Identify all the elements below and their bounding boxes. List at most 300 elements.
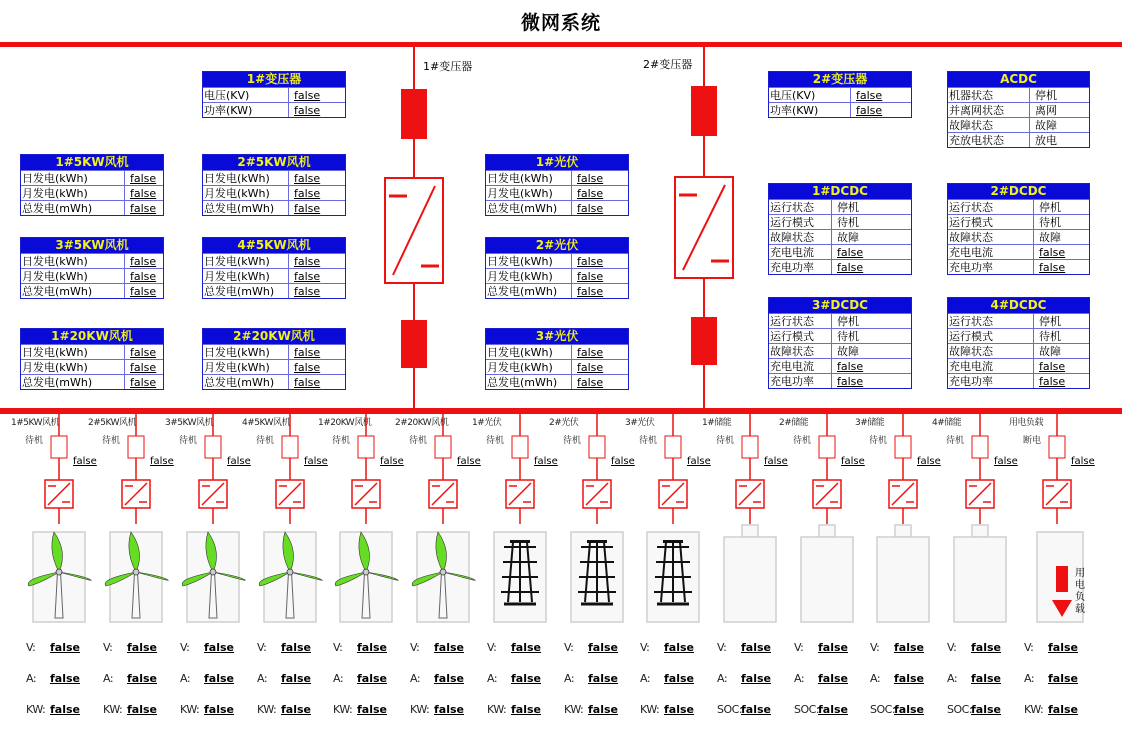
- panel-row-label: 功率(KW): [769, 103, 851, 117]
- panel-row-label: 故障状态: [769, 344, 832, 358]
- panel-row-label: 月发电(kWh): [21, 360, 125, 374]
- panel-d2: [947, 183, 1090, 275]
- panel-row-label: 运行模式: [948, 215, 1034, 229]
- measurement-value: false: [511, 672, 541, 685]
- panel-row-label: 月发电(kWh): [486, 360, 572, 374]
- measurement-label: KW:: [26, 703, 46, 716]
- breaker-upper: [401, 89, 427, 139]
- panel-row: [486, 170, 628, 185]
- panel-w6: [202, 328, 346, 390]
- panel-row-value: 待机: [837, 330, 859, 343]
- panel-row-value: 故障: [1039, 231, 1061, 244]
- panel-row-label: 日发电(kWh): [21, 254, 125, 268]
- panel-row-value: 放电: [1035, 134, 1057, 147]
- turbine-hub: [440, 569, 446, 575]
- panel-row-value: false: [294, 255, 321, 268]
- panel-w1: [20, 154, 164, 216]
- panel-row: [203, 283, 345, 298]
- panel-row-label: 充电电流: [948, 359, 1034, 373]
- measurement-value: false: [664, 703, 694, 716]
- switch-box: [1049, 436, 1065, 458]
- panel-row-label: 充电电流: [769, 245, 832, 259]
- panel-row-value: false: [130, 202, 157, 215]
- transformer-label: 1#变压器: [423, 60, 473, 73]
- battery-terminal: [742, 525, 758, 537]
- measurement-label: A:: [717, 672, 728, 685]
- panel-row: [21, 268, 163, 283]
- battery-icon: [724, 537, 776, 622]
- measurement-value: false: [357, 672, 387, 685]
- panel-row-value: false: [294, 172, 321, 185]
- panel-row-value: 离网: [1035, 104, 1057, 117]
- panel-row-label: 总发电(mWh): [21, 201, 125, 215]
- measurement-label: V:: [1024, 641, 1034, 654]
- panel-row-value: false: [130, 361, 157, 374]
- feeder-status: 待机: [179, 436, 198, 446]
- feeder-switch-value: false: [764, 456, 788, 467]
- panel-row: [203, 344, 345, 359]
- measurement-row: [410, 641, 464, 654]
- measurement-row: [794, 672, 848, 685]
- measurement-row: [26, 703, 80, 716]
- panel-row: [486, 268, 628, 283]
- measurement-row: [180, 672, 234, 685]
- feeder-label: 3#储能: [855, 418, 885, 428]
- panel-row-label: 月发电(kWh): [21, 269, 125, 283]
- measurement-label: KW:: [103, 703, 123, 716]
- turbine-hub: [363, 569, 369, 575]
- panel-row-label: 充电功率: [948, 260, 1034, 274]
- measurement-row: [794, 641, 848, 654]
- panel-t2: [768, 71, 912, 118]
- panel-row-value: false: [577, 202, 604, 215]
- panel-row: [948, 328, 1089, 343]
- switch-box: [51, 436, 67, 458]
- panel-row: [948, 229, 1089, 244]
- measurement-label: KW:: [257, 703, 277, 716]
- panel-row-label: 日发电(kWh): [486, 171, 572, 185]
- battery-icon: [877, 537, 929, 622]
- feeder-switch-value: false: [304, 456, 328, 467]
- panel-row-value: false: [1039, 261, 1066, 274]
- measurement-label: V:: [640, 641, 650, 654]
- panel-row-label: 日发电(kWh): [486, 254, 572, 268]
- turbine-hub: [210, 569, 216, 575]
- measurement-value: false: [894, 703, 924, 716]
- switch-box: [128, 436, 144, 458]
- measurement-row: [333, 703, 387, 716]
- measurement-row: [947, 672, 1001, 685]
- measurement-row: [564, 703, 618, 716]
- battery-terminal: [895, 525, 911, 537]
- panel-row-label: 日发电(kWh): [21, 345, 125, 359]
- feeder-status: 断电: [1023, 436, 1042, 446]
- measurement-label: V:: [564, 641, 574, 654]
- switch-box: [972, 436, 988, 458]
- measurement-value: false: [971, 703, 1001, 716]
- measurement-value: false: [664, 641, 694, 654]
- measurement-value: false: [741, 672, 771, 685]
- feeder-label: 1#光伏: [472, 418, 502, 428]
- measurement-row: [717, 672, 771, 685]
- panel-d3: [768, 297, 912, 389]
- panel-row-value: false: [294, 270, 321, 283]
- measurement-label: KW:: [1024, 703, 1044, 716]
- panel-pv1: [485, 154, 629, 216]
- measurement-value: false: [281, 672, 311, 685]
- panel-row: [769, 214, 911, 229]
- feeder-label: 1#20KW风机: [318, 418, 372, 428]
- feeder-label: 2#光伏: [549, 418, 579, 428]
- measurement-value: false: [511, 641, 541, 654]
- measurement-value: false: [894, 641, 924, 654]
- panel-row-label: 月发电(kWh): [203, 269, 289, 283]
- measurement-label: V:: [870, 641, 880, 654]
- panel-row: [948, 313, 1089, 328]
- panel-row: [948, 244, 1089, 259]
- breaker-lower: [401, 320, 427, 368]
- panel-row: [486, 185, 628, 200]
- panel-row-value: false: [577, 285, 604, 298]
- feeder-label: 3#光伏: [625, 418, 655, 428]
- measurement-label: V:: [257, 641, 267, 654]
- panel-title: 2#5KW风机: [203, 155, 345, 170]
- panel-w4: [202, 237, 346, 299]
- measurement-row: [947, 703, 1001, 716]
- measurement-value: false: [741, 703, 771, 716]
- panel-title: 1#DCDC: [769, 184, 911, 199]
- measurement-value: false: [127, 703, 157, 716]
- panel-row-value: false: [130, 255, 157, 268]
- panel-row: [948, 117, 1089, 132]
- panel-row-label: 日发电(kWh): [203, 171, 289, 185]
- measurement-value: false: [50, 703, 80, 716]
- measurement-value: false: [588, 672, 618, 685]
- feeder-status: 待机: [256, 436, 275, 446]
- feeder-switch-value: false: [687, 456, 711, 467]
- panel-row: [203, 185, 345, 200]
- panel-row: [486, 283, 628, 298]
- measurement-row: [870, 672, 924, 685]
- panel-title: 2#DCDC: [948, 184, 1089, 199]
- panel-row-value: 待机: [1039, 216, 1061, 229]
- panel-row-label: 充电功率: [769, 374, 832, 388]
- measurement-label: A:: [333, 672, 344, 685]
- transformer-1: [385, 47, 443, 408]
- measurement-row: [180, 703, 234, 716]
- panel-row: [203, 253, 345, 268]
- panel-row: [769, 199, 911, 214]
- measurement-label: KW:: [410, 703, 430, 716]
- measurement-value: false: [281, 703, 311, 716]
- measurement-row: [257, 672, 311, 685]
- panel-row: [948, 373, 1089, 388]
- panel-row-label: 总发电(mWh): [486, 284, 572, 298]
- panel-row: [486, 253, 628, 268]
- panel-row-value: false: [1039, 360, 1066, 373]
- measurement-label: V:: [487, 641, 497, 654]
- measurement-row: [487, 672, 541, 685]
- switch-box: [665, 436, 681, 458]
- panel-row-label: 日发电(kWh): [203, 345, 289, 359]
- feeder-switch-value: false: [73, 456, 97, 467]
- panel-row-value: false: [577, 172, 604, 185]
- load-arrow-shaft: [1056, 566, 1068, 592]
- measurement-value: false: [588, 641, 618, 654]
- panel-row-value: false: [294, 285, 321, 298]
- switch-box: [205, 436, 221, 458]
- feeder-switch-value: false: [994, 456, 1018, 467]
- panel-w2: [202, 154, 346, 216]
- panel-row-value: false: [294, 104, 321, 117]
- panel-row: [486, 374, 628, 389]
- feeder-label: 4#储能: [932, 418, 962, 428]
- measurement-value: false: [818, 672, 848, 685]
- measurement-row: [487, 641, 541, 654]
- panel-row: [769, 229, 911, 244]
- panel-row-value: false: [130, 376, 157, 389]
- feeder-switch-value: false: [150, 456, 174, 467]
- panel-row: [948, 87, 1089, 102]
- measurement-row: [717, 641, 771, 654]
- panel-row-label: 故障状态: [769, 230, 832, 244]
- panel-d4: [947, 297, 1090, 389]
- panel-row-value: 待机: [837, 216, 859, 229]
- feeder-status: 待机: [409, 436, 428, 446]
- panel-pv2: [485, 237, 629, 299]
- page-title: 微网系统: [520, 12, 601, 34]
- panel-row-value: 故障: [837, 345, 859, 358]
- panel-row-value: 停机: [1039, 201, 1061, 214]
- panel-title: 3#DCDC: [769, 298, 911, 313]
- panel-row-value: false: [294, 89, 321, 102]
- feeder-label: 2#储能: [779, 418, 809, 428]
- panel-row: [21, 170, 163, 185]
- measurement-label: KW:: [180, 703, 200, 716]
- panel-row-value: 故障: [837, 231, 859, 244]
- panel-row: [21, 374, 163, 389]
- switch-box: [512, 436, 528, 458]
- measurement-label: A:: [794, 672, 805, 685]
- panel-row: [769, 373, 911, 388]
- panel-row-label: 总发电(mWh): [21, 375, 125, 389]
- panel-row-value: false: [837, 360, 864, 373]
- measurement-label: A:: [103, 672, 114, 685]
- panel-row: [948, 102, 1089, 117]
- measurement-row: [870, 703, 924, 716]
- panel-row: [486, 359, 628, 374]
- panel-row: [948, 358, 1089, 373]
- panel-acdc: [947, 71, 1090, 148]
- panel-row-value: false: [577, 361, 604, 374]
- panel-title: 3#光伏: [486, 329, 628, 344]
- measurement-label: A:: [1024, 672, 1035, 685]
- measurement-row: [410, 703, 464, 716]
- feeder-label: 1#储能: [702, 418, 732, 428]
- switch-box: [435, 436, 451, 458]
- panel-w5: [20, 328, 164, 390]
- panel-row-label: 月发电(kWh): [203, 186, 289, 200]
- panel-row-label: 运行状态: [948, 200, 1034, 214]
- measurement-label: SOC:: [870, 703, 896, 716]
- measurement-label: SOC:: [794, 703, 820, 716]
- measurement-label: A:: [947, 672, 958, 685]
- panel-row-value: false: [1039, 246, 1066, 259]
- panel-row: [486, 344, 628, 359]
- panel-row-value: 停机: [837, 315, 859, 328]
- measurement-row: [564, 641, 618, 654]
- feeder-status: 待机: [716, 436, 735, 446]
- panel-row-label: 充电电流: [769, 359, 832, 373]
- panel-row-value: false: [294, 187, 321, 200]
- measurement-row: [333, 641, 387, 654]
- measurement-label: V:: [794, 641, 804, 654]
- panel-row-label: 并离网状态: [948, 103, 1030, 117]
- measurement-label: KW:: [487, 703, 507, 716]
- turbine-hub: [133, 569, 139, 575]
- panel-title: 2#变压器: [769, 72, 911, 87]
- panel-row-value: false: [130, 270, 157, 283]
- switch-box: [819, 436, 835, 458]
- panel-row-value: false: [837, 261, 864, 274]
- panel-title: 1#光伏: [486, 155, 628, 170]
- panel-row: [21, 185, 163, 200]
- panel-row-label: 总发电(mWh): [486, 375, 572, 389]
- panel-row-value: false: [577, 346, 604, 359]
- panel-row-label: 总发电(mWh): [21, 284, 125, 298]
- turbine-hub: [287, 569, 293, 575]
- measurement-row: [487, 703, 541, 716]
- measurement-row: [333, 672, 387, 685]
- measurement-label: KW:: [333, 703, 353, 716]
- panel-row: [769, 358, 911, 373]
- feeder-label: 2#5KW风机: [88, 418, 136, 428]
- panel-row-value: false: [130, 346, 157, 359]
- battery-terminal: [819, 525, 835, 537]
- panel-row: [203, 170, 345, 185]
- measurement-row: [640, 703, 694, 716]
- measurement-label: V:: [410, 641, 420, 654]
- panel-row: [948, 214, 1089, 229]
- feeder-status: 待机: [639, 436, 658, 446]
- measurement-row: [794, 703, 848, 716]
- measurement-row: [103, 703, 157, 716]
- panel-row: [948, 199, 1089, 214]
- panel-w3: [20, 237, 164, 299]
- top-busbar: [0, 42, 1122, 47]
- panel-row: [769, 343, 911, 358]
- panel-row-label: 运行模式: [769, 329, 832, 343]
- panel-row: [769, 313, 911, 328]
- measurement-row: [870, 641, 924, 654]
- panel-row: [769, 87, 911, 102]
- panel-row: [203, 102, 345, 117]
- feeder-status: 待机: [793, 436, 812, 446]
- measurement-row: [26, 641, 80, 654]
- panel-row-label: 充电电流: [948, 245, 1034, 259]
- panel-title: ACDC: [948, 72, 1089, 87]
- panel-row-label: 运行模式: [769, 215, 832, 229]
- switch-box: [895, 436, 911, 458]
- switch-box: [358, 436, 374, 458]
- panel-row: [203, 268, 345, 283]
- breaker-upper: [691, 86, 717, 136]
- measurement-value: false: [741, 641, 771, 654]
- measurement-value: false: [357, 703, 387, 716]
- panel-pv3: [485, 328, 629, 390]
- panel-row-value: false: [856, 104, 883, 117]
- panel-row-value: false: [577, 270, 604, 283]
- panel-row-label: 运行状态: [769, 200, 832, 214]
- panel-row: [769, 102, 911, 117]
- measurement-label: SOC:: [947, 703, 973, 716]
- panel-row-label: 总发电(mWh): [486, 201, 572, 215]
- panel-row: [21, 200, 163, 215]
- panel-row-label: 月发电(kWh): [486, 186, 572, 200]
- measurement-label: V:: [103, 641, 113, 654]
- panel-row: [203, 374, 345, 389]
- panel-row-label: 日发电(kWh): [486, 345, 572, 359]
- panel-row: [769, 244, 911, 259]
- measurement-value: false: [50, 641, 80, 654]
- panel-row-label: 总发电(mWh): [203, 375, 289, 389]
- panel-row-label: 月发电(kWh): [21, 186, 125, 200]
- panel-row-label: 月发电(kWh): [486, 269, 572, 283]
- panel-row-value: false: [837, 246, 864, 259]
- breaker-lower: [691, 317, 717, 365]
- panel-row-label: 充电功率: [769, 260, 832, 274]
- measurement-row: [717, 703, 771, 716]
- turbine-hub: [56, 569, 62, 575]
- panel-row: [203, 200, 345, 215]
- measurement-value: false: [1048, 703, 1078, 716]
- measurement-label: A:: [26, 672, 37, 685]
- panel-row-label: 运行状态: [769, 314, 832, 328]
- panel-row-label: 机器状态: [948, 88, 1030, 102]
- battery-icon: [801, 537, 853, 622]
- measurement-row: [103, 672, 157, 685]
- feeder-switch-value: false: [917, 456, 941, 467]
- panel-row-value: 故障: [1035, 119, 1057, 132]
- panel-row: [769, 328, 911, 343]
- panel-row: [21, 344, 163, 359]
- measurement-row: [564, 672, 618, 685]
- battery-icon: [954, 537, 1006, 622]
- feeder-label: 4#5KW风机: [242, 418, 290, 428]
- panel-row: [203, 359, 345, 374]
- measurement-value: false: [971, 641, 1001, 654]
- measurement-value: false: [434, 703, 464, 716]
- measurement-row: [257, 641, 311, 654]
- panel-row-label: 故障状态: [948, 118, 1030, 132]
- measurement-row: [1024, 703, 1078, 716]
- panel-row: [948, 132, 1089, 147]
- panel-row-value: 停机: [1035, 89, 1057, 102]
- panel-row-value: false: [294, 346, 321, 359]
- panel-row-value: false: [837, 375, 864, 388]
- switch-box: [742, 436, 758, 458]
- panel-row-value: false: [577, 187, 604, 200]
- panel-row-value: false: [130, 172, 157, 185]
- measurement-label: A:: [257, 672, 268, 685]
- feeder-status: 待机: [869, 436, 888, 446]
- measurement-label: A:: [640, 672, 651, 685]
- panel-title: 2#光伏: [486, 238, 628, 253]
- panel-row-label: 运行模式: [948, 329, 1034, 343]
- transformer-label: 2#变压器: [643, 58, 693, 71]
- panel-row-value: false: [856, 89, 883, 102]
- measurement-row: [103, 641, 157, 654]
